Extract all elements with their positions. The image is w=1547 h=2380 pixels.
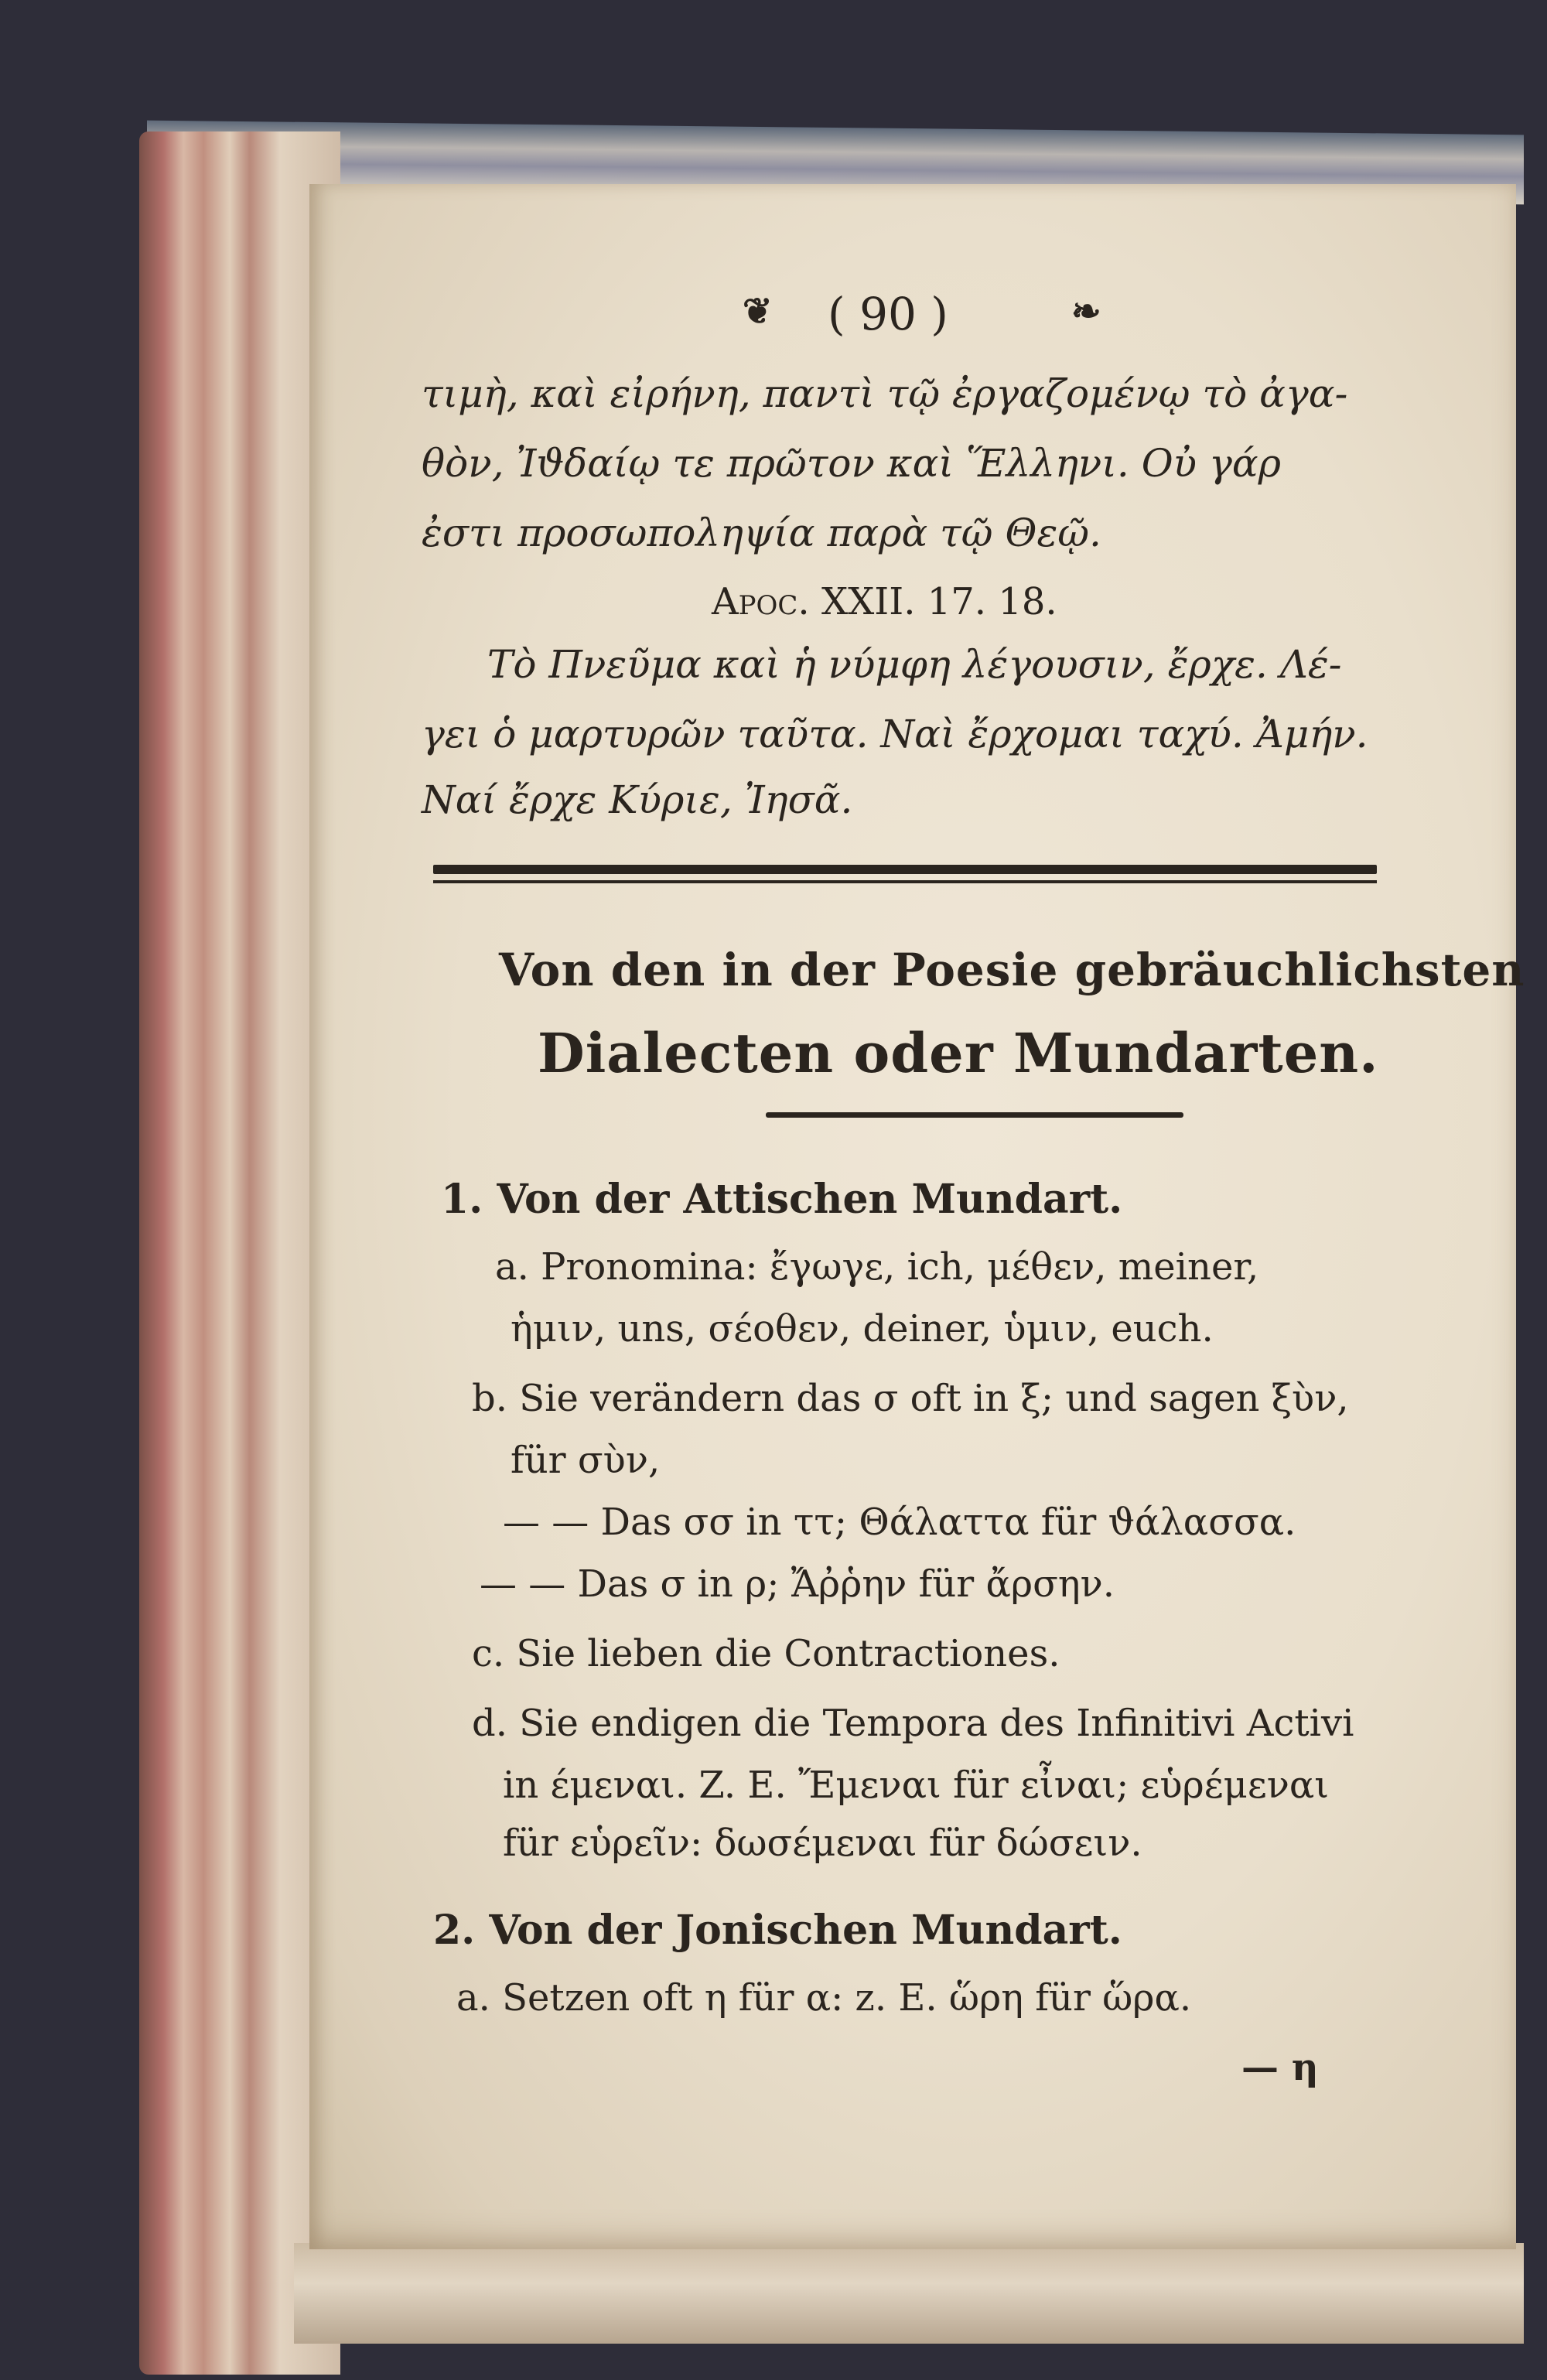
section-title-line-2: Dialecten oder Mundarten. <box>538 1021 1379 1085</box>
section-2-heading: 2. Von der Jonischen Mundart. <box>433 1907 1122 1954</box>
apoc-line-3: Ναί ἔρχε Κύριε, Ἰησᾶ. <box>422 777 853 822</box>
section-1-heading: 1. Von der Attischen Mundart. <box>441 1176 1123 1223</box>
apoc-line-1: Τὸ Πνεῦμα καὶ ἡ νύμφη λέγουσιν, ἔρχε. Λέ- <box>487 642 1342 687</box>
apoc-line-2: γει ὁ μαρτυρῶν ταῦτα. Ναὶ ἔρχομαι ταχύ. Ἀμήν. <box>422 712 1368 756</box>
catchword: — η <box>1241 2046 1319 2089</box>
title-underline <box>766 1112 1183 1118</box>
divider-thick <box>433 865 1377 874</box>
section-2-item-a: a. Setzen oft η für α: z. E. ὥρη für ὥρα. <box>456 1976 1192 2020</box>
greek-line-3: ἐστι προσωποληψία παρὰ τῷ Θεῷ. <box>422 510 1101 555</box>
page-number: ( 90 ) <box>828 288 948 340</box>
item-c: c. Sie lieben die Contractiones. <box>472 1632 1060 1675</box>
greek-line-1: τιμὴ, καὶ εἰρήνη, παντὶ τῷ ἐργαζομένῳ τὸ ἀγα- <box>422 371 1348 416</box>
header-ornament-right: ❧ <box>1071 290 1101 332</box>
greek-line-2: θὸν, Ἰϑδαίῳ τε πρῶτον καὶ Ἕλληνι. Οὐ γάρ <box>422 441 1282 486</box>
apocalypse-reference: Apoc. XXII. 17. 18. <box>712 580 1057 623</box>
header-ornament-left: ❦ <box>743 290 773 332</box>
item-a-line-1: a. Pronomina: ἔγωγε, ich, μέθεν, meiner, <box>495 1245 1259 1289</box>
item-d-line-2: in έμεναι. Z. E. Ἔμεναι für εἶναι; εὑρέμεναι <box>503 1764 1330 1807</box>
item-d-line-3: für εὑρεῖν: δωσέμεναι für δώσειν. <box>503 1822 1142 1865</box>
item-a-line-2: ἡμιν, uns, σέοθεν, deiner, ὑμιν, euch. <box>511 1307 1214 1350</box>
item-b-line-4: — — Das σ in ρ; Ἄῤῥην für ἄρσην. <box>480 1562 1115 1606</box>
section-title-line-1: Von den in der Poesie gebräuchlichsten <box>499 944 1525 996</box>
item-b-line-3: — — Das σσ in ττ; Θάλαττα für ϑάλασσα. <box>503 1501 1296 1544</box>
page-bottom-edge <box>294 2243 1524 2344</box>
divider-thin <box>433 880 1377 883</box>
item-d-line-1: d. Sie endigen die Tempora des Infinitivi Activi <box>472 1702 1354 1745</box>
item-b-line-2: für σὺν, <box>511 1439 661 1482</box>
item-b-line-1: b. Sie verändern das σ oft in ξ; und sagen ξὺν, <box>472 1377 1349 1420</box>
